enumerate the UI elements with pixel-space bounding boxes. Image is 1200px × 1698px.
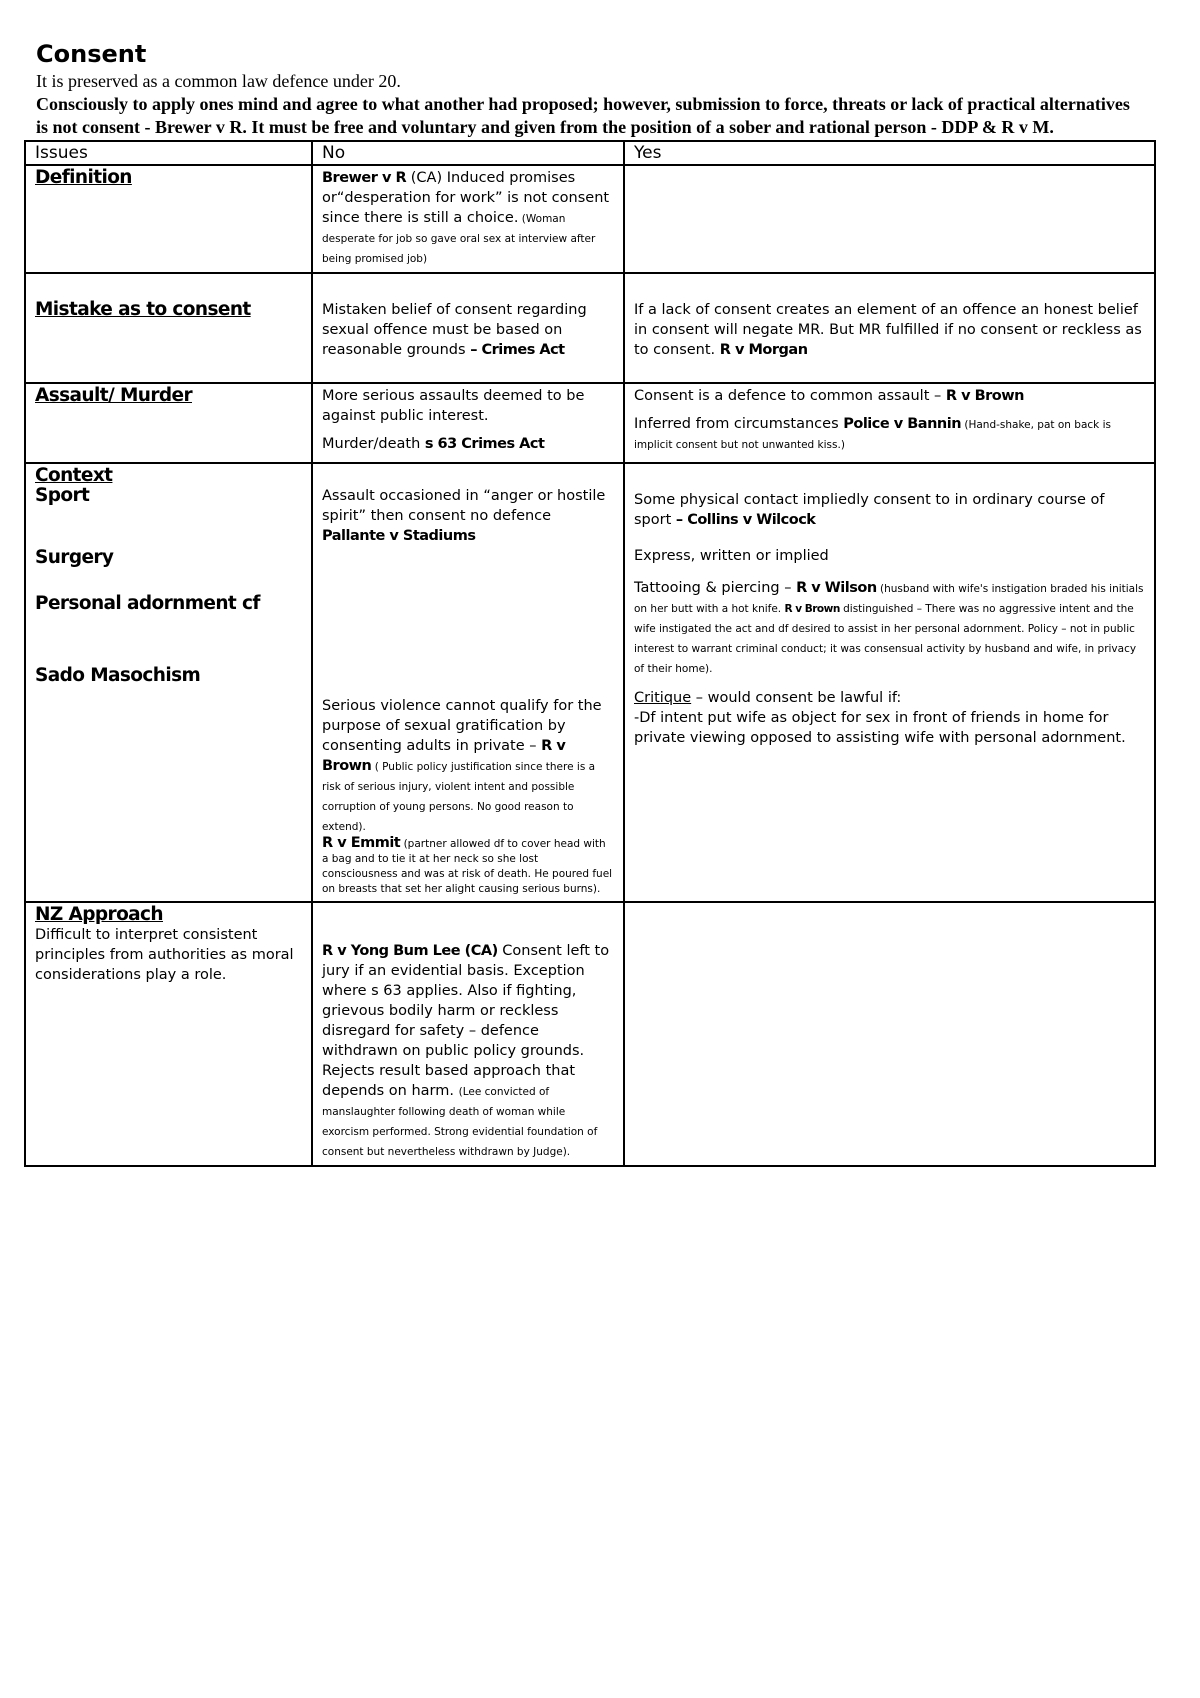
- no-cell: [312, 902, 624, 1166]
- issue-nz-approach: NZ Approach: [35, 904, 163, 925]
- cell-text: -Df intent put wife as object for sex in front of friends in home for private viewing opposed to assisting wife with personal adornment.: [634, 710, 1126, 746]
- case-note: (partner allowed df to cover head with a bag and to tie it at her neck so she lost consciousness and was at risk of death. He poured fuel on breasts that set her alight causing serious burns).: [322, 838, 613, 895]
- intro-text: It is preserved as a common law defence under 20.: [36, 71, 401, 91]
- issue-sport: Sport: [35, 485, 90, 506]
- issue-cell: [25, 902, 312, 1166]
- case-note: (husband with wife's instigation braded his initials on her butt with a hot knife.: [634, 583, 1144, 615]
- case-name: R v Morgan: [719, 342, 808, 358]
- yes-cell: [624, 383, 1155, 463]
- issue-mistake: Mistake as to consent: [35, 299, 251, 320]
- issue-cell: [25, 383, 312, 463]
- case-name: Brewer v R: [322, 170, 407, 186]
- issue-surgery: Surgery: [35, 547, 114, 568]
- issue-context: Context: [35, 465, 113, 486]
- table-row: [25, 902, 1155, 1166]
- issue-adornment: Personal adornment cf: [35, 593, 260, 614]
- table-row: [25, 273, 1155, 383]
- issue-definition: Definition: [35, 167, 132, 188]
- cell-text: – would consent be lawful if:: [691, 690, 902, 706]
- cell-text: Inferred from circumstances: [634, 416, 844, 432]
- table-row: [25, 165, 1155, 273]
- critique-label: Critique: [634, 690, 692, 706]
- cell-text: Some physical contact impliedly consent to in ordinary course of sport: [634, 492, 1105, 528]
- issue-cell: [25, 273, 312, 383]
- case-note: (Lee convicted of manslaughter following death of woman while exorcism performed. Strong evidential foundation of consent but nevertheless withdrawn by Judge).: [322, 1086, 598, 1158]
- case-name: s 63 Crimes Act: [424, 436, 545, 452]
- cell-text: Consent left to jury if an evidential basis. Exception where s 63 applies. Also if fighting, grievous bodily harm or reckless disregard for safety – defence withdrawn on public policy grounds. Rejects result based approach that depends on harm.: [322, 943, 610, 1099]
- definition-text: Consciously to apply ones mind and agree to what another had proposed; however, submission to force, threats or lack of practical alternatives is not consent - Brewer v R. It must be free and voluntary and given from the position of a sober and rational person - DDP & R v M.: [36, 94, 1130, 137]
- cell-text: Tattooing & piercing –: [634, 580, 797, 596]
- issue-cell: [25, 463, 312, 902]
- cell-text: Difficult to interpret consistent principles from authorities as moral considerations play a role.: [35, 927, 294, 983]
- case-name: R v Wilson: [796, 580, 877, 596]
- case-name: – Crimes Act: [470, 342, 565, 358]
- table-row: [25, 383, 1155, 463]
- case-note: (Woman desperate for job so gave oral sex at interview after being promised job): [322, 213, 596, 265]
- page-title: Consent: [36, 40, 147, 68]
- cell-text: More serious assaults deemed to be against public interest.: [322, 388, 585, 424]
- cell-text: Consent is a defence to common assault –: [634, 388, 946, 404]
- case-name: – Collins v Wilcock: [675, 512, 816, 528]
- consent-table: [24, 140, 1156, 1167]
- header-yes: Yes: [624, 141, 1155, 165]
- table-header-row: [25, 141, 1155, 165]
- case-name: R v Yong Bum Lee (CA): [322, 943, 498, 959]
- case-name: R v Brown: [945, 388, 1024, 404]
- case-name: R v Emmit: [322, 835, 401, 851]
- table-row: [25, 463, 1155, 902]
- case-note: distinguished – There was no aggressive intent and the wife instigated the act and df desired to assist in her personal adornment. Policy – not in public interest to warrant criminal conduct; it was consensual activity by husband and wife, in privacy of their home).: [634, 603, 1137, 675]
- case-name: R v Brown: [322, 738, 566, 774]
- no-cell: [312, 463, 624, 902]
- issue-cell: [25, 165, 312, 273]
- cell-text: (CA) Induced promises or“desperation for work” is not consent since there is still a choice.: [322, 170, 610, 226]
- cell-text: Assault occasioned in “anger or hostile spirit” then consent no defence: [322, 488, 606, 524]
- case-name: Pallante v Stadiums: [322, 528, 476, 544]
- cell-text: Murder/death: [322, 436, 425, 452]
- case-name: R v Brown: [784, 603, 840, 615]
- case-note: (Hand-shake, pat on back is implicit consent but not unwanted kiss.): [634, 419, 1111, 451]
- yes-cell: [624, 902, 1155, 1166]
- yes-cell: [624, 165, 1155, 273]
- no-cell: [312, 165, 624, 273]
- cell-text: Serious violence cannot qualify for the purpose of sexual gratification by consenting adults in private –: [322, 698, 602, 754]
- issue-assault-murder: Assault/ Murder: [35, 385, 192, 406]
- header-no: No: [312, 141, 624, 165]
- issue-sado: Sado Masochism: [35, 665, 201, 686]
- cell-text: Mistaken belief of consent regarding sexual offence must be based on reasonable grounds: [322, 302, 587, 358]
- cell-text: If a lack of consent creates an element of an offence an honest belief in consent will negate MR. But MR fulfilled if no consent or reckless as to consent.: [634, 302, 1142, 358]
- no-cell: [312, 273, 624, 383]
- document-page: [24, 40, 1154, 1167]
- cell-text: Express, written or implied: [634, 548, 829, 564]
- header-issues: Issues: [25, 141, 312, 165]
- yes-cell: [624, 273, 1155, 383]
- case-name: Police v Bannin: [843, 416, 962, 432]
- no-cell: [312, 383, 624, 463]
- case-note: ( Public policy justification since there is a risk of serious injury, violent intent and possible corruption of young persons. No good reason to extend).: [322, 761, 596, 833]
- yes-cell: [624, 463, 1155, 902]
